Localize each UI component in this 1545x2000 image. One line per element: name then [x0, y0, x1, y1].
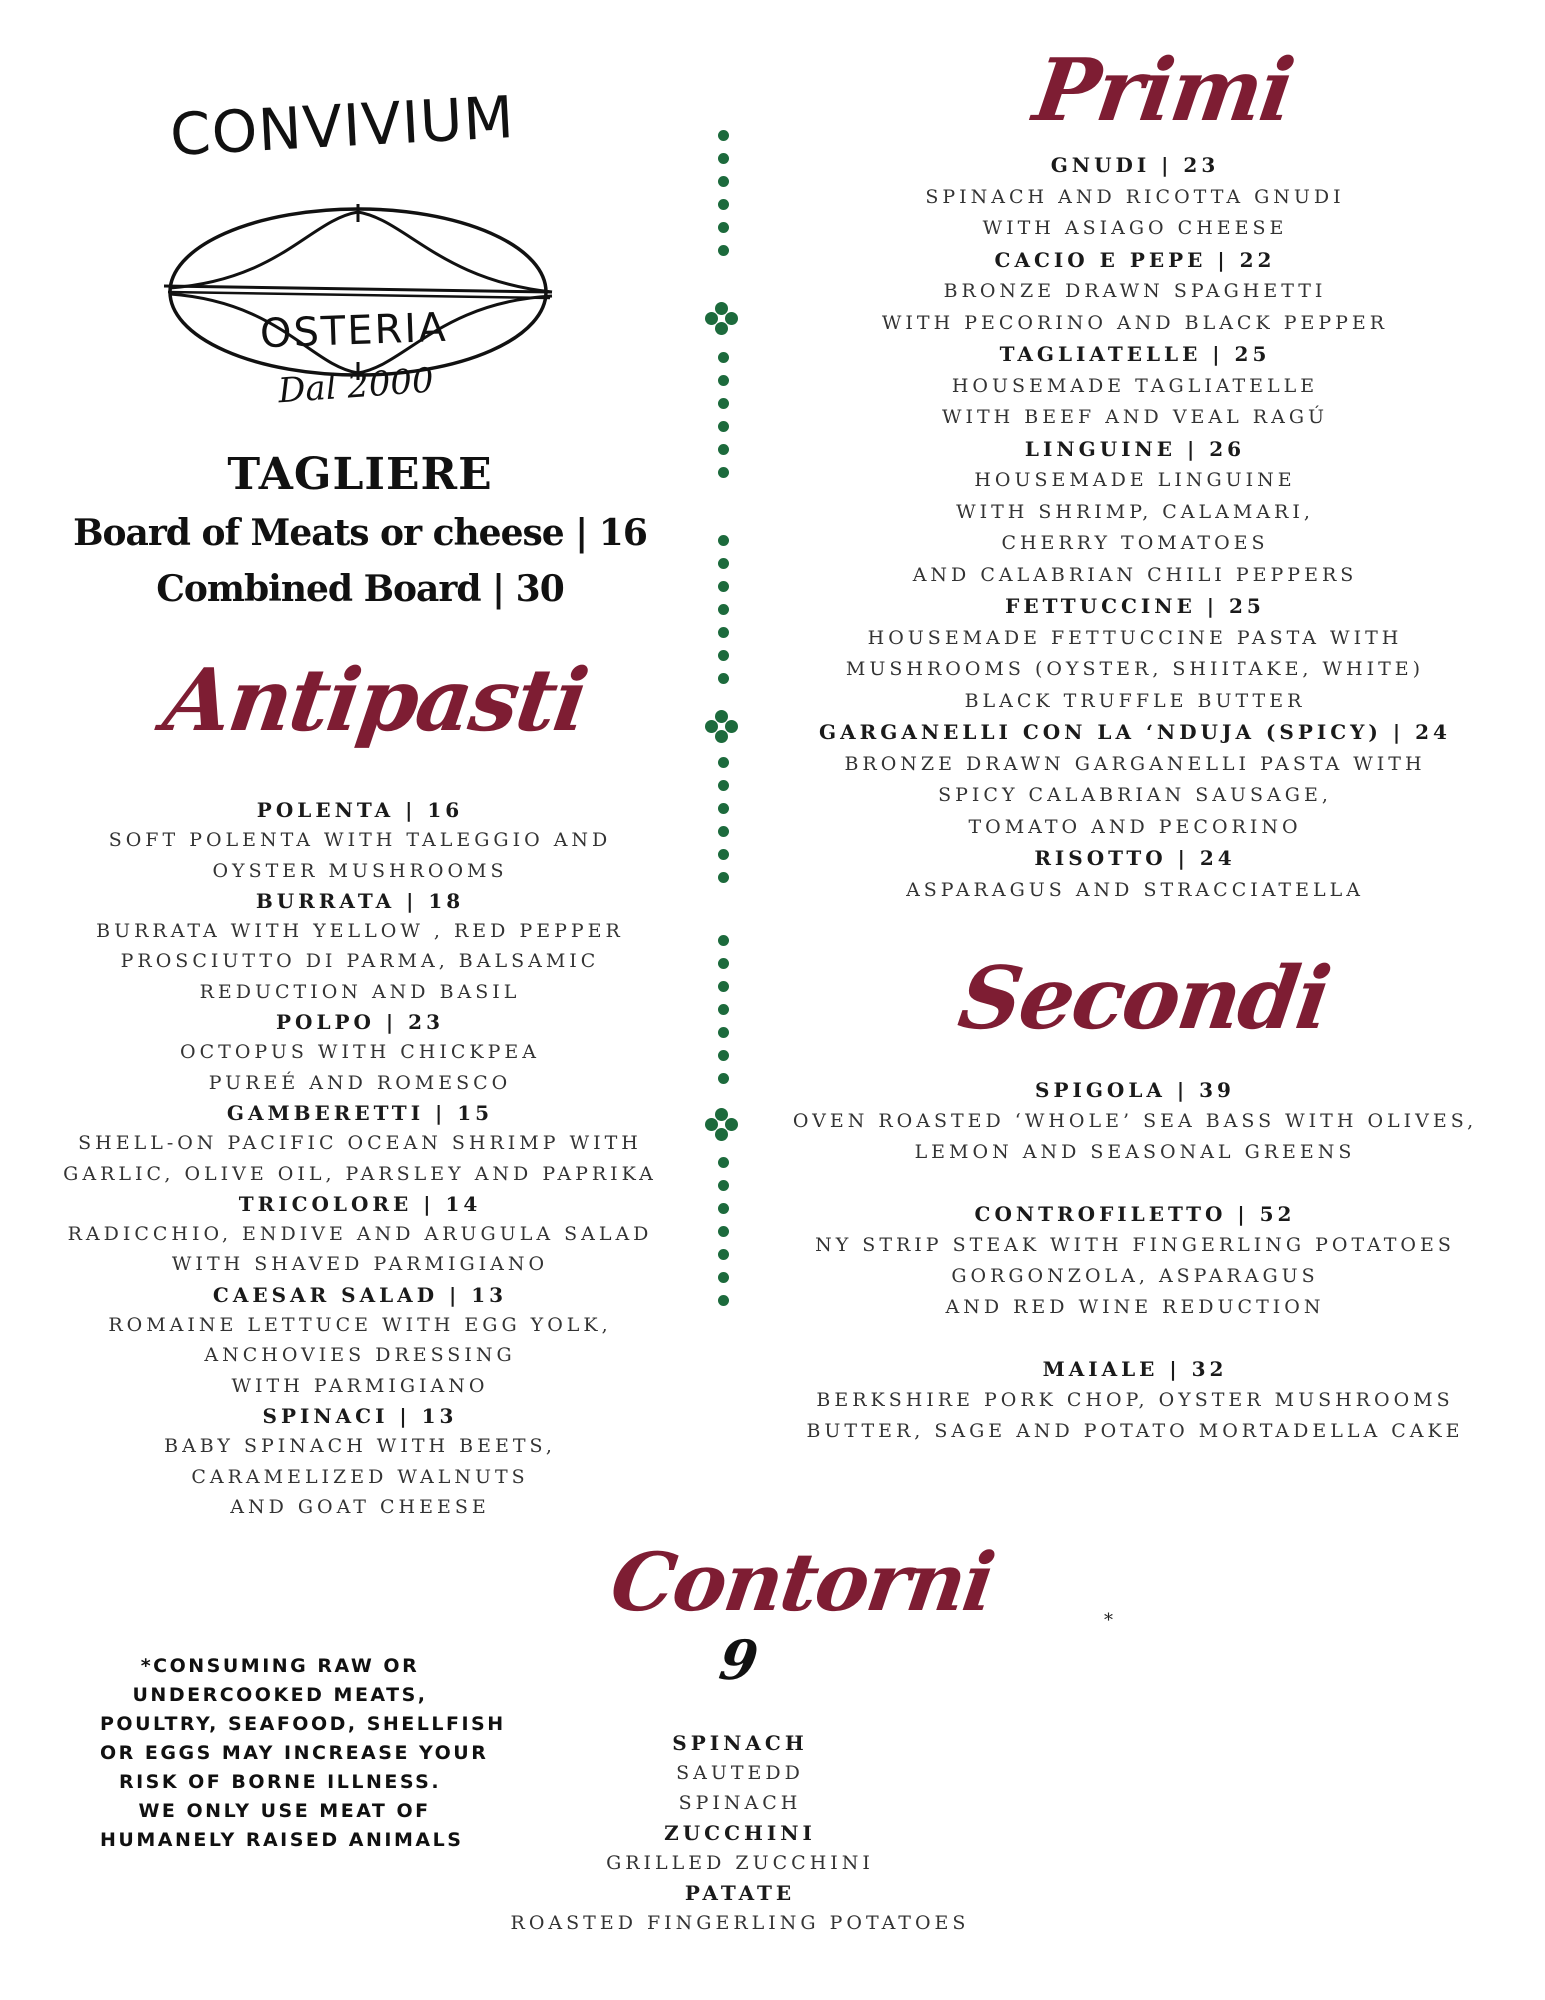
notice-line: WE ONLY USE MEAT OF	[129, 1800, 431, 1822]
dish-description: MUSHROOMS (OYSTER, SHIITAKE, WHITE)	[845, 658, 1425, 680]
divider-dots-1	[716, 130, 730, 268]
dish-name: MAIALE | 32	[1042, 1357, 1228, 1381]
dish-description: WITH PARMIGIANO	[231, 1374, 489, 1397]
dish-name: RISOTTO | 24	[1034, 846, 1236, 870]
logo	[160, 70, 560, 420]
dish-name: TRICOLORE | 14	[238, 1191, 482, 1216]
secondi-list	[775, 1075, 1495, 1447]
dish-name: BURRATA | 18	[255, 888, 465, 913]
asterisk-mark: *	[1104, 1610, 1113, 1631]
dish-description: BUTTER, SAGE AND POTATO MORTADELLA CAKE	[806, 1420, 1464, 1442]
dish-name: GAMBERETTI | 15	[226, 1100, 494, 1125]
dish-description: AND RED WINE REDUCTION	[945, 1296, 1325, 1318]
dish-description: WITH SHAVED PARMIGIANO	[171, 1253, 549, 1276]
dish-name: CAESAR SALAD | 13	[212, 1282, 508, 1307]
dish-description: BLACK TRUFFLE BUTTER	[964, 689, 1306, 712]
dish-description: OYSTER MUSHROOMS	[212, 859, 508, 882]
dish-description: OCTOPUS WITH CHICKPEA	[180, 1041, 540, 1064]
logo-since: Dal 2000	[276, 360, 435, 412]
dish-description: BABY SPINACH WITH BEETS,	[164, 1435, 556, 1458]
tagliere-section	[40, 445, 680, 617]
dish-description: RADICCHIO, ENDIVE AND ARUGULA SALAD	[67, 1223, 653, 1246]
dish-name: GARGANELLI CON LA ‘NDUJA (SPICY) | 24	[819, 720, 1451, 744]
dish-name: ZUCCHINI	[664, 1821, 816, 1845]
spacer	[775, 1168, 1495, 1199]
dish-description: ROMAINE LETTUCE WITH EGG YOLK,	[108, 1314, 612, 1337]
dish-description: SPINACH	[678, 1792, 802, 1814]
notice-line: POULTRY, SEAFOOD, SHELLFISH	[100, 1713, 506, 1735]
dish-description: HOUSEMADE TAGLIATELLE	[951, 374, 1319, 397]
dish-name: CONTROFILETTO | 52	[974, 1202, 1296, 1226]
divider-dots-4	[716, 757, 730, 895]
dish-description: WITH PECORINO AND BLACK PEPPER	[881, 311, 1389, 334]
dish-description: SHELL-ON PACIFIC OCEAN SHRIMP WITH	[78, 1132, 642, 1155]
dish-description: REDUCTION AND BASIL	[199, 980, 521, 1003]
dish-description: BRONZE DRAWN SPAGHETTI	[943, 280, 1327, 302]
clover-icon	[705, 1108, 739, 1142]
dish-description: HOUSEMADE FETTUCCINE PASTA WITH	[867, 626, 1403, 649]
dish-description: ANCHOVIES DRESSING	[204, 1344, 516, 1367]
logo-name: CONVIVIUM	[168, 83, 517, 169]
health-notice	[100, 1652, 506, 1855]
antipasti-heading: Antipasti	[157, 650, 593, 751]
spacer	[775, 1323, 1495, 1354]
dish-description: WITH ASIAGO CHEESE	[982, 217, 1288, 239]
dish-name: LINGUINE | 26	[1024, 436, 1246, 461]
contorni-list	[440, 1728, 1040, 1938]
divider-dots-2	[716, 352, 730, 490]
dish-description: NY STRIP STEAK WITH FINGERLING POTATOES	[815, 1234, 1455, 1256]
dish-description: ROASTED FINGERLING POTATOES	[510, 1912, 970, 1934]
antipasti-list	[40, 795, 680, 1522]
dish-description: LEMON AND SEASONAL GREENS	[914, 1141, 1356, 1163]
dish-description: PROSCIUTTO DI PARMA, BALSAMIC	[120, 950, 600, 973]
notice-line: UNDERCOOKED MEATS,	[132, 1684, 428, 1706]
dish-description: CARAMELIZED WALNUTS	[191, 1465, 529, 1488]
dish-description: OVEN ROASTED ‘WHOLE’ SEA BASS WITH OLIVES,	[792, 1110, 1478, 1132]
divider-dots-6	[716, 1157, 730, 1318]
divider-dots-5	[716, 935, 730, 1096]
dish-description: BRONZE DRAWN GARGANELLI PASTA WITH	[844, 752, 1426, 775]
dish-description: SPICY CALABRIAN SAUSAGE,	[938, 784, 1332, 806]
dish-description: TOMATO AND PECORINO	[968, 815, 1302, 838]
dish-description: WITH BEEF AND VEAL RAGÚ	[941, 406, 1329, 428]
notice-line: *CONSUMING RAW OR	[140, 1655, 420, 1677]
logo-subtitle: OSTERIA	[259, 304, 449, 358]
dish-name: SPINACH	[672, 1731, 808, 1755]
divider-dots-3	[716, 535, 730, 696]
dish-description: AND CALABRIAN CHILI PEPPERS	[912, 563, 1358, 586]
dish-name: FETTUCCINE | 25	[1005, 594, 1265, 618]
tagliere-combined-price: Combined Board | 30	[156, 568, 564, 610]
dish-name: POLENTA | 16	[256, 798, 464, 822]
dish-name: TAGLIATELLE | 25	[999, 342, 1271, 366]
dish-description: SOFT POLENTA WITH TALEGGIO AND	[108, 829, 612, 852]
notice-line: OR EGGS MAY INCREASE YOUR	[100, 1742, 489, 1764]
notice-line: RISK OF BORNE ILLNESS.	[118, 1771, 442, 1793]
notice-line: HUMANELY RAISED ANIMALS	[100, 1829, 464, 1851]
dish-description: CHERRY TOMATOES	[1001, 532, 1269, 554]
clover-icon	[705, 302, 739, 336]
tagliere-board-price: Board of Meats or cheese | 16	[73, 512, 647, 554]
clover-icon	[705, 710, 739, 744]
dish-description: SPINACH AND RICOTTA GNUDI	[925, 185, 1345, 208]
contorni-heading: Contorni	[605, 1535, 999, 1629]
dish-description: HOUSEMADE LINGUINE	[974, 469, 1296, 491]
dish-name: SPIGOLA | 39	[1035, 1078, 1235, 1102]
dish-description: BERKSHIRE PORK CHOP, OYSTER MUSHROOMS	[816, 1389, 1454, 1411]
dish-description: AND GOAT CHEESE	[230, 1495, 490, 1518]
dish-description: SAUTEDD	[676, 1762, 804, 1784]
tagliere-title: TAGLIERE	[227, 449, 493, 500]
dish-description: GARLIC, OLIVE OIL, PARSLEY AND PAPRIKA	[63, 1162, 657, 1185]
dish-description: BURRATA WITH YELLOW , RED PEPPER	[96, 920, 624, 943]
dish-name: PATATE	[684, 1881, 796, 1905]
dish-description: PUREÉ AND ROMESCO	[208, 1071, 512, 1094]
primi-list	[815, 150, 1455, 906]
primi-heading: Primi	[1027, 40, 1299, 141]
dish-name: CACIO E PEPE | 22	[994, 247, 1276, 272]
dish-name: POLPO | 23	[275, 1010, 445, 1035]
dish-name: GNUDI | 23	[1050, 153, 1220, 177]
secondi-heading: Secondi	[952, 948, 1335, 1049]
dish-name: SPINACI | 13	[262, 1403, 458, 1428]
dish-description: WITH SHRIMP, CALAMARI,	[956, 500, 1314, 523]
dish-description: GORGONZOLA, ASPARAGUS	[951, 1265, 1319, 1287]
contorni-price: 9	[715, 1628, 763, 1692]
dish-description: ASPARAGUS AND STRACCIATELLA	[906, 878, 1364, 901]
dish-description: GRILLED ZUCCHINI	[606, 1852, 874, 1874]
